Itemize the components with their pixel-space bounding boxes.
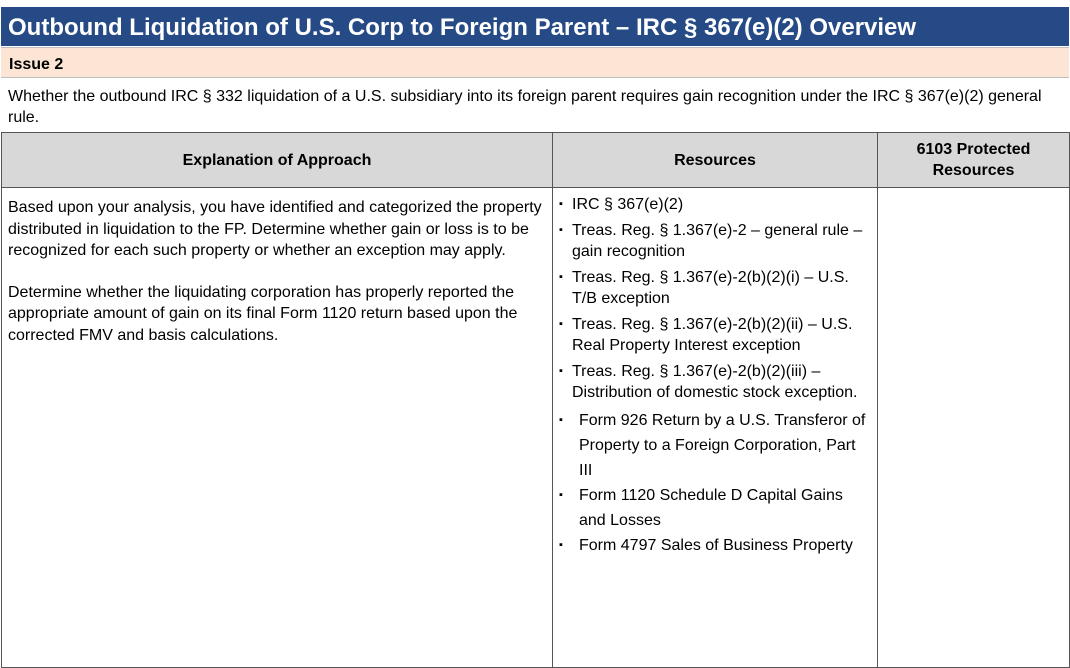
list-item	[559, 483, 873, 533]
header-explanation: Explanation of Approach	[2, 133, 553, 188]
resources-list	[559, 194, 873, 558]
resources-cell	[553, 188, 878, 668]
resource-label: Treas. Reg. § 1.367(e)-2(b)(2)(ii) – U.S. Real Property Interest exception	[572, 315, 853, 354]
bullet-icon: ▪	[559, 364, 563, 377]
list-item	[559, 220, 873, 263]
explanation-paragraph-1: Based upon your analysis, you have identified and categorized the property distributed in liquidation to the FP. Determine whether gain or loss is to be recognized for each such property or whether an exception may apply.	[8, 199, 542, 259]
table-header-row	[2, 133, 1070, 188]
bullet-icon: ▪	[559, 223, 563, 236]
page-title: Outbound Liquidation of U.S. Corp to Foreign Parent – IRC § 367(e)(2) Overview	[1, 7, 1069, 46]
resource-label: Treas. Reg. § 1.367(e)-2 – general rule – gain recognition	[572, 221, 863, 260]
list-item	[559, 408, 873, 483]
issue-label: Issue 2	[1, 47, 1069, 78]
resource-label: Form 4797 Sales of Business Property	[579, 536, 853, 554]
protected-resources-cell	[878, 188, 1070, 668]
table-row	[2, 188, 1070, 668]
bullet-icon: ▪	[559, 538, 563, 551]
list-item	[559, 314, 873, 357]
resource-label: Treas. Reg. § 1.367(e)-2(b)(2)(iii) – Distribution of domestic stock exception.	[572, 362, 858, 401]
resource-label: IRC § 367(e)(2)	[572, 196, 684, 213]
approach-table	[1, 132, 1070, 668]
explanation-paragraph-2: Determine whether the liquidating corporation has properly reported the appropriate amount of gain on its final Form 1120 return based upon the corrected FMV and basis calculations.	[8, 283, 518, 344]
header-protected-resources: 6103 Protected Resources	[878, 133, 1070, 188]
bullet-icon: ▪	[559, 317, 563, 330]
list-item	[559, 194, 873, 216]
bullet-icon: ▪	[559, 270, 563, 283]
resource-label: Form 1120 Schedule D Capital Gains and Losses	[579, 486, 843, 529]
resource-label: Form 926 Return by a U.S. Transferor of Property to a Foreign Corporation, Part III	[579, 411, 866, 479]
list-item	[559, 361, 873, 404]
list-item	[559, 267, 873, 310]
list-item	[559, 533, 873, 558]
resource-label: Treas. Reg. § 1.367(e)-2(b)(2)(i) – U.S. T/B exception	[572, 268, 849, 307]
issue-description: Whether the outbound IRC § 332 liquidation of a U.S. subsidiary into its foreign parent requires gain recognition under the IRC § 367(e)(2) general rule.	[8, 88, 1042, 126]
explanation-cell	[2, 188, 553, 668]
bullet-icon: ▪	[559, 413, 563, 426]
bullet-icon: ▪	[559, 488, 563, 501]
bullet-icon: ▪	[559, 198, 563, 210]
header-resources: Resources	[553, 133, 878, 188]
